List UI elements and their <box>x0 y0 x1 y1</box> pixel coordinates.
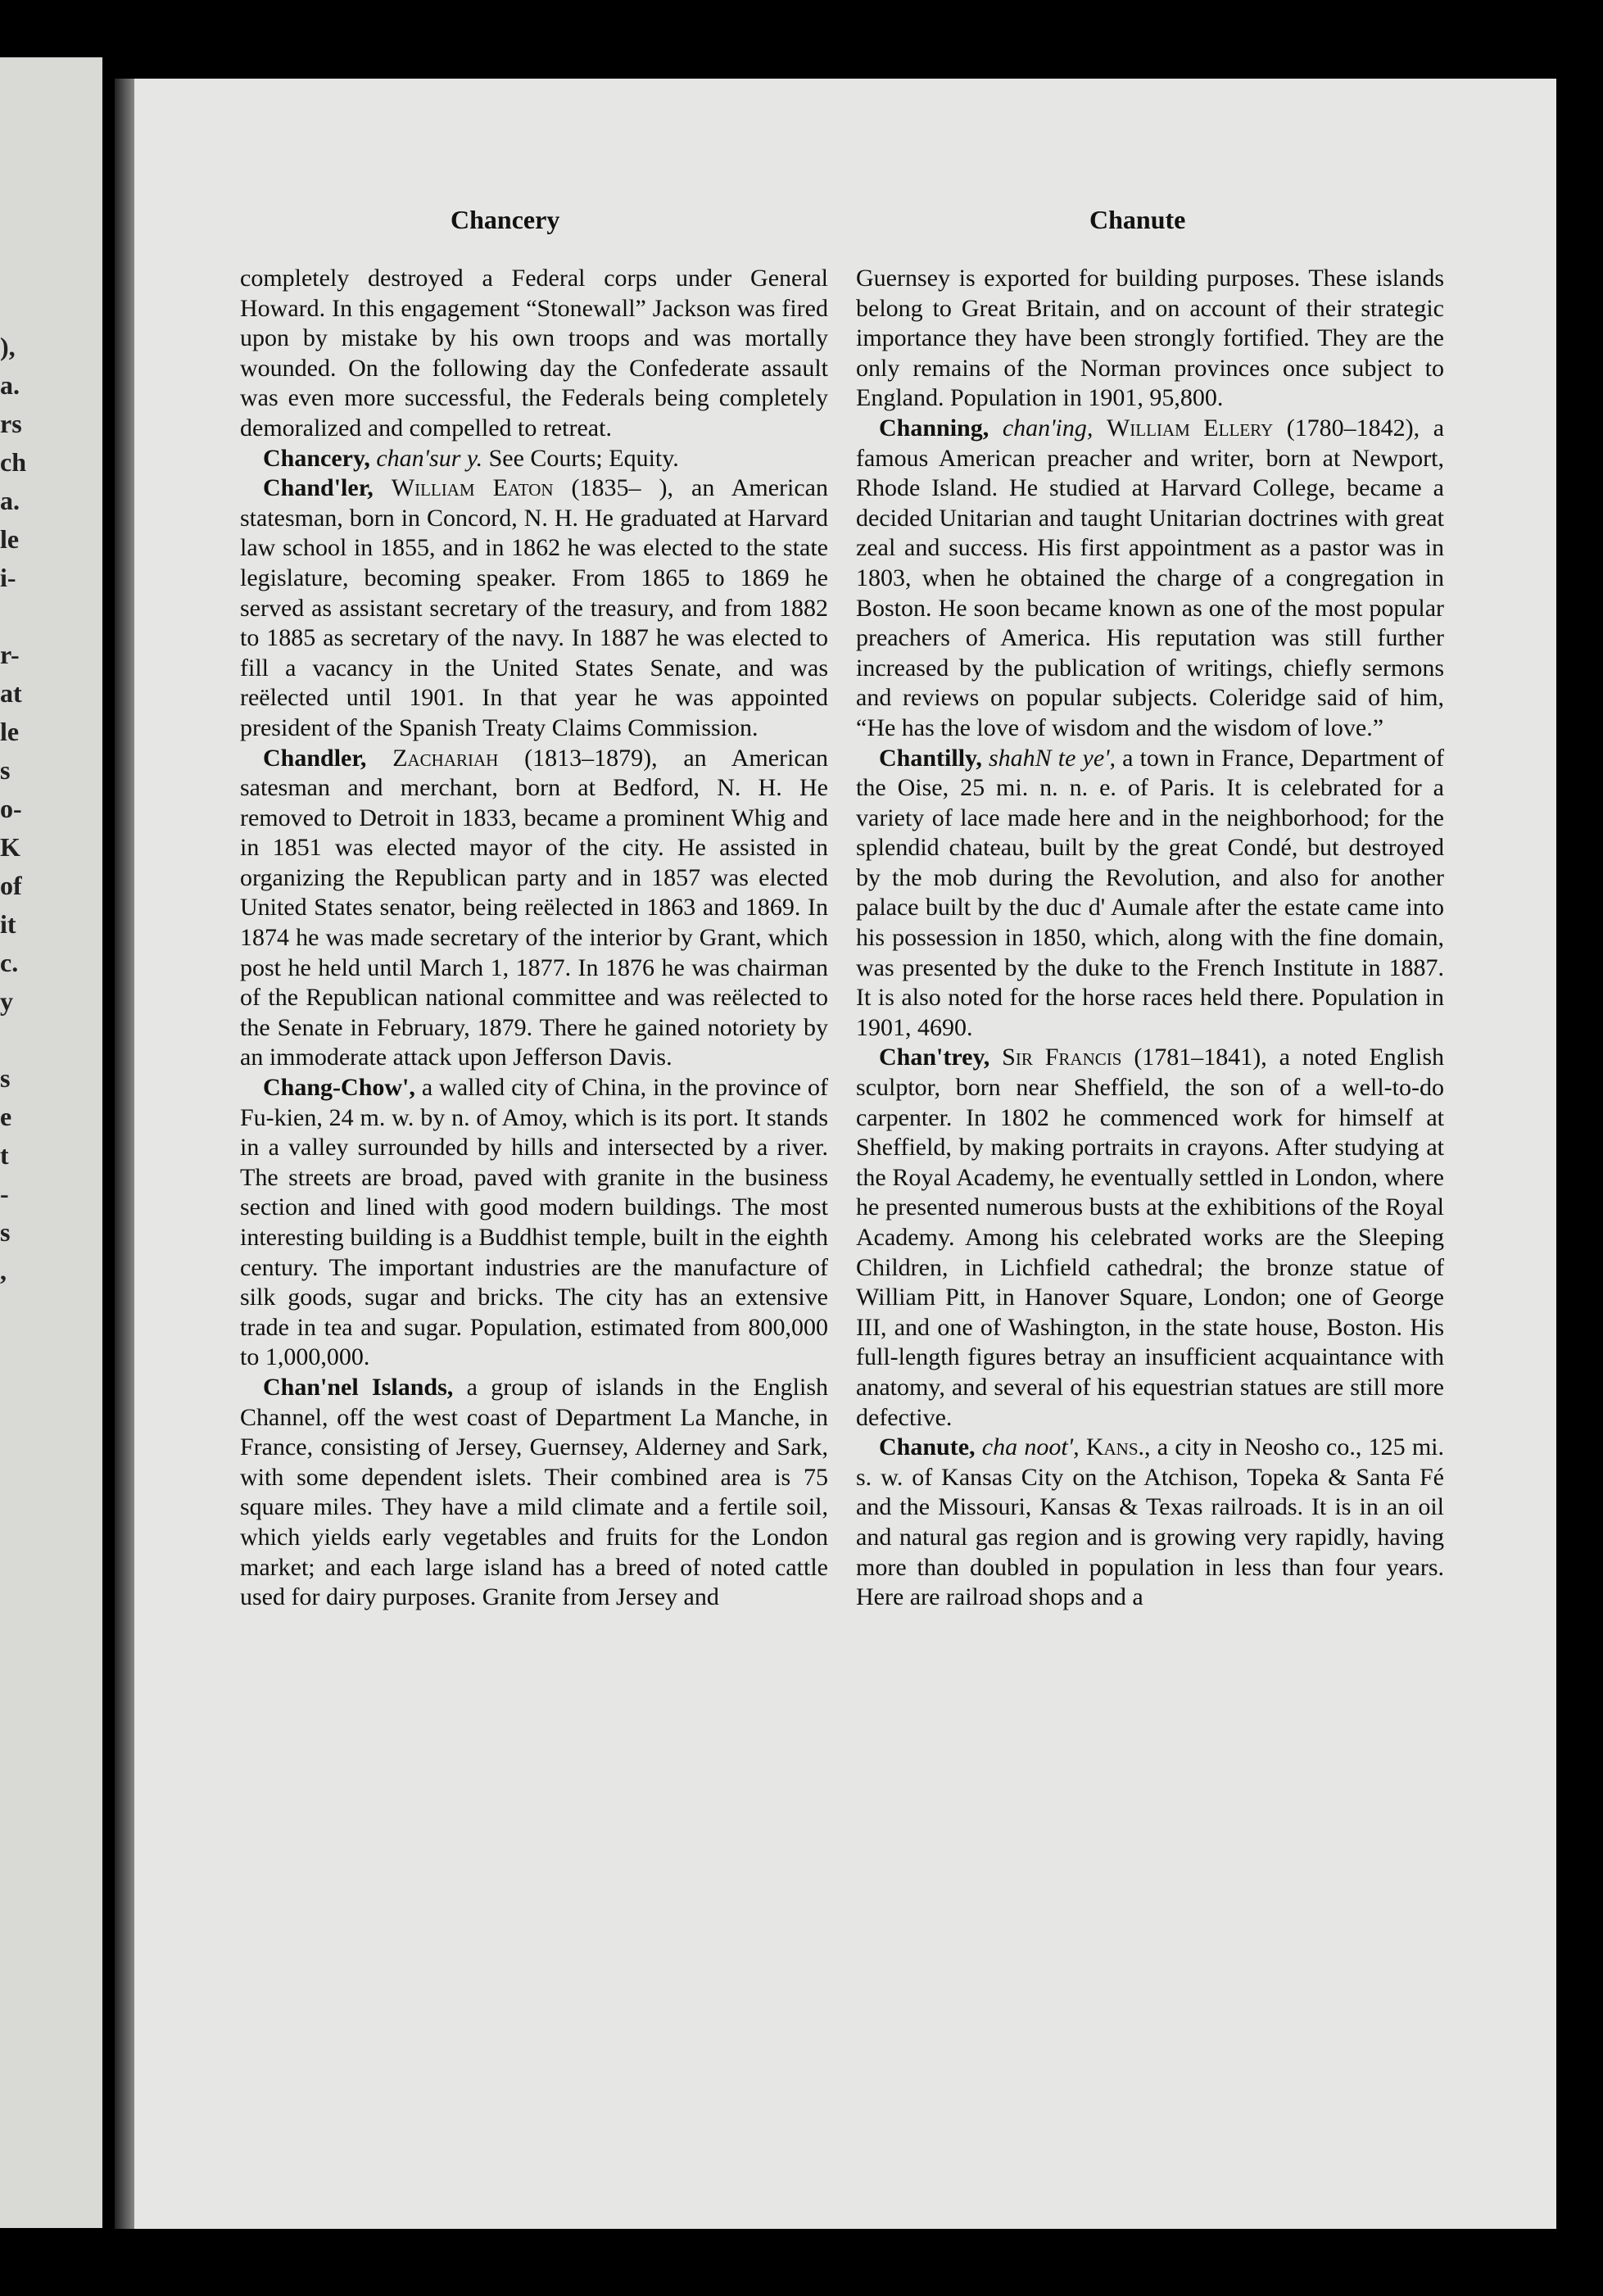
margin-fragment: it <box>0 909 16 939</box>
margin-fragment <box>0 597 41 636</box>
entry-pronunciation: chan'sur y. <box>376 444 483 472</box>
adjacent-page-edge <box>0 57 102 2228</box>
entry-pronunciation: chan'ing, <box>1002 414 1094 442</box>
encyclopedia-entry <box>240 473 828 743</box>
margin-fragment: at <box>0 678 22 708</box>
encyclopedia-entry <box>856 744 1444 1044</box>
margin-fragment: c. <box>0 948 19 977</box>
entry-name: Zachariah <box>392 744 499 772</box>
entry-text: a walled city of China, in the province of Fu-kien, 24 m. w. by n. of Amoy, which is its port. It stands in a valley surrounded by hills and intersected by a river. The streets are broad, paved with granite in the business section and lined with good modern buildings. The most interesting building is a Buddhist temple, built in the eighth century. The important industries are the manufacture of silk goods, sugar and bricks. The city has an extensive trade in tea and sugar. Population, estimated from 800,000 to 1,000,000. <box>240 1074 828 1371</box>
margin-fragment: s <box>0 755 11 785</box>
encyclopedia-entry <box>856 414 1444 744</box>
gutter-shadow <box>115 79 134 2229</box>
entry-headword: Chan'nel Islands, <box>263 1373 454 1401</box>
margin-fragment: s <box>0 1217 11 1247</box>
encyclopedia-entry <box>240 744 828 1074</box>
entry-headword: Chantilly, <box>879 744 982 772</box>
entry-headword: Chandler, <box>263 744 367 772</box>
entry-text: a city in Neosho co., 125 mi. s. w. of Kansas City on the Atchison, Topeka & Santa Fé and the Missouri, Kansas & Texas railroads. It is in an oil and natural gas region and is growing very rapidly, having more than doubled in population in less than four years. Here are railroad shops and a <box>856 1433 1445 1611</box>
entry-text: (1835– ), an American statesman, born in Concord, N. H. He graduated at Harvard law school in 1855, and in 1862 he was elected to the state legislature, becoming speaker. From 1865 to 1869 he served as assistant secretary of the treasury, and from 1882 to 1885 as secretary of the navy. In 1887 he was elected to fill a vacancy in the United States Senate, and was reëlected until 1901. In that year he was appointed president of the Spanish Treaty Claims Commission. <box>240 474 828 741</box>
margin-fragment: ), <box>0 332 16 361</box>
margin-fragment: le <box>0 717 20 746</box>
entry-text: See Courts; Equity. <box>488 444 679 472</box>
encyclopedia-entry <box>240 444 828 474</box>
running-head-right: Chanute <box>1089 205 1186 234</box>
margin-fragment: , <box>0 1256 7 1285</box>
margin-fragment: r- <box>0 640 20 669</box>
margin-fragment <box>0 1021 41 1059</box>
entry-text: completely destroyed a Federal corps under General Howard. In this engagement “Stonewall” Jackson was fired upon by mistake by his own troops and was mortally wounded. On the following day the Confederate assault was even more successful, the Federals being completely demoralized and compelled to retreat. <box>240 265 828 442</box>
margin-fragment: a. <box>0 486 20 515</box>
margin-fragment: K <box>0 832 20 862</box>
entry-name: Sir Francis <box>1002 1044 1122 1071</box>
margin-fragment: s <box>0 1063 11 1093</box>
entry-name: Kans., <box>1085 1433 1151 1461</box>
margin-fragment <box>0 1329 41 1367</box>
entry-pronunciation: shahN te ye', <box>988 744 1116 772</box>
continued-text <box>240 264 828 444</box>
entry-name: William Ellery <box>1106 414 1274 442</box>
left-column <box>240 264 828 1613</box>
margin-fragment: i- <box>0 563 16 592</box>
entry-text: Guernsey is exported for building purposes. These islands belong to Great Britain, and on account of their strategic importance they have been strongly fortified. They are the only remains of the Norman provinces once subject to England. Population in 1901, 95,800. <box>856 265 1444 412</box>
margin-fragment: e <box>0 1102 12 1131</box>
entry-name: William Eaton <box>391 474 554 502</box>
margin-fragment: le <box>0 524 20 554</box>
margin-fragment: rs <box>0 409 22 438</box>
entry-text: a group of islands in the English Channel, off the west coast of Department La Manche, in France, consisting of Jersey, Guernsey, Alderney and Sark, with some dependent islets. Their combined area is 75 square miles. They have a mild climate and a fertile soil, which yields early vegetables and fruits for the London market; and each large island has a breed of noted cattle used for dairy purposes. Granite from Jersey and <box>240 1373 829 1611</box>
entry-text: (1813–1879), an American satesman and merchant, born at Bedford, N. H. He removed to Detroit in 1833, became a prominent Whig and in 1851 was elected mayor of the city. He assisted in organizing the Republican party and in 1857 was elected United States senator, being reëlected in 1863 and 1869. In 1874 he was made secretary of the interior by Grant, which post he held until March 1, 1877. In 1876 he was chairman of the Republican national committee and was reëlected to the Senate in February, 1879. There he gained notoriety by an immoderate attack upon Jefferson Davis. <box>240 744 829 1071</box>
entry-headword: Channing, <box>879 414 989 442</box>
entry-headword: Chang-Chow', <box>263 1074 415 1102</box>
margin-fragment: - <box>0 1179 9 1208</box>
entry-headword: Chand'ler, <box>263 474 374 502</box>
entry-text: (1780–1842), a famous American preacher and writer, born at Newport, Rhode Island. He studied at Harvard College, became a decided Unitarian and taught Unitarian doctrines with great zeal and success. His first appointment as a pastor was in 1803, when he obtained the charge of a congregation in Boston. He soon became known as one of the most popular preachers of America. His reputation was still further increased by the publication of writings, chiefly sermons and reviews on popular subjects. Coleridge said of him, “He has the love of wisdom and the wisdom of love.” <box>856 414 1445 741</box>
adjacent-page-fragments <box>0 328 41 1406</box>
encyclopedia-entry <box>856 1043 1444 1433</box>
margin-fragment: ch <box>0 447 26 477</box>
encyclopedia-entry <box>240 1373 828 1613</box>
entry-text: a town in France, Department of the Oise, 25 mi. n. n. e. of Paris. It is celebrated for a variety of lace made here and in the neighborhood; for the splendid chateau, built by the great Condé, but destroyed by the mob during the Revolution, and also for another palace built by the duc d' Aumale after the estate came into his possession in 1850, which, along with the fine domain, was presented by the duke to the French Institute in 1887. It is also noted for the horse races held there. Population in 1901, 4690. <box>856 744 1445 1041</box>
entry-headword: Chan'trey, <box>879 1044 990 1071</box>
continued-text <box>856 264 1444 414</box>
entry-headword: Chanute, <box>879 1433 976 1461</box>
margin-fragment <box>0 1290 41 1329</box>
margin-fragment: a. <box>0 370 20 400</box>
entry-text: (1781–1841), a noted English sculptor, born near Sheffield, the son of a well-to-do carpenter. In 1802 he commenced work for himself at Sheffield, by making portraits in crayons. After studying at the Royal Academy, he eventually settled in London, where he presented numerous busts at the exhibitions of the Royal Academy. Among his celebrated works are the Sleeping Children, in Lichfield cathedral; the bronze statue of William Pitt, in Hanover Square, London; one of George III, and one of Washington, in the state house, Boston. His full-length figures betray an insufficient acquaintance with anatomy, and several of his equestrian statues are still more defective. <box>856 1044 1445 1431</box>
encyclopedia-entry <box>856 1433 1444 1613</box>
right-column <box>856 264 1444 1613</box>
margin-fragment: o- <box>0 794 22 823</box>
margin-fragment: of <box>0 871 22 900</box>
entry-headword: Chancery, <box>263 444 370 472</box>
margin-fragment: t <box>0 1140 9 1170</box>
running-head-left: Chancery <box>451 205 560 234</box>
margin-fragment <box>0 1367 41 1406</box>
encyclopedia-entry <box>240 1073 828 1373</box>
margin-fragment: y <box>0 986 13 1016</box>
entry-pronunciation: cha noot', <box>981 1433 1080 1461</box>
